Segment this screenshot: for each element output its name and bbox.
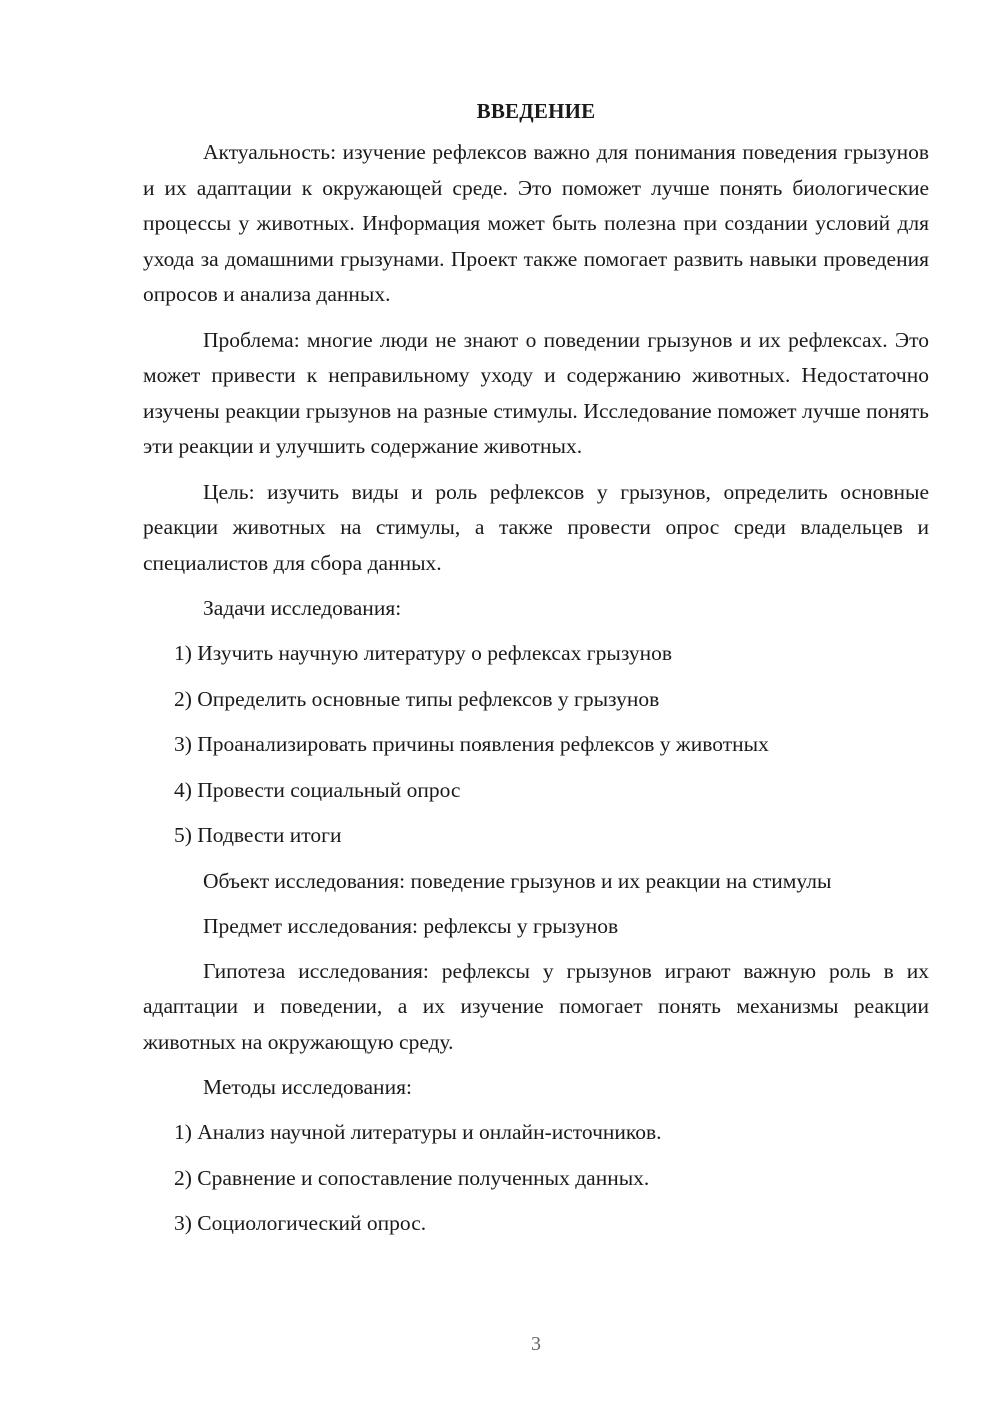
- research-subject: Предмет исследования: рефлексы у грызунов: [203, 913, 619, 938]
- relevance-paragraph: Актуальность: изучение рефлексов важно для понимания поведения грызунов и их адаптации к окружающей среде. Это поможет лучше понять биологические процессы у животных. Информация может быть полезна при создании условий для ухода за домашними грызунами. Проект также помогает развить навыки проведения опросов и анализа данных.: [143, 140, 929, 306]
- task-item-2: 2) Определить основные типы рефлексов у грызунов: [174, 686, 660, 711]
- tasks-heading: Задачи исследования:: [203, 596, 402, 620]
- page-content: [143, 96, 929, 1252]
- methods-heading: Методы исследования:: [203, 1075, 412, 1099]
- method-item-3: 3) Социологический опрос.: [174, 1211, 427, 1235]
- goal-paragraph: Цель: изучить виды и роль рефлексов у грызунов, определить основные реакции животных на стимулы, а также провести опрос среди владельцев и специалистов для сбора данных.: [143, 479, 929, 575]
- research-object: Объект исследования: поведение грызунов и их реакции на стимулы: [203, 868, 832, 893]
- method-item-2: 2) Сравнение и сопоставление полученных данных.: [174, 1165, 650, 1190]
- task-item-3: 3) Проанализировать причины появления рефлексов у животных: [174, 732, 769, 756]
- task-item-4: 4) Провести социальный опрос: [174, 777, 461, 802]
- task-item-1: 1) Изучить научную литературу о рефлексах грызунов: [174, 641, 673, 665]
- task-item-5: 5) Подвести итоги: [174, 823, 342, 847]
- hypothesis-paragraph: Гипотеза исследования: рефлексы у грызунов играют важную роль в их адаптации и поведении, а их изучение помогает понять механизмы реакции животных на окружающую среду.: [143, 958, 929, 1054]
- problem-paragraph: Проблема: многие люди не знают о поведении грызунов и их рефлексах. Это может привести к неправильному уходу и содержанию животных. Недостаточно изучены реакции грызунов на разные стимулы. Исследование поможет лучше понять эти реакции и улучшить содержание животных.: [143, 327, 929, 458]
- page-number: 3: [531, 1333, 541, 1355]
- method-item-1: 1) Анализ научной литературы и онлайн-источников.: [174, 1120, 662, 1144]
- section-title: ВВЕДЕНИЕ: [476, 99, 596, 123]
